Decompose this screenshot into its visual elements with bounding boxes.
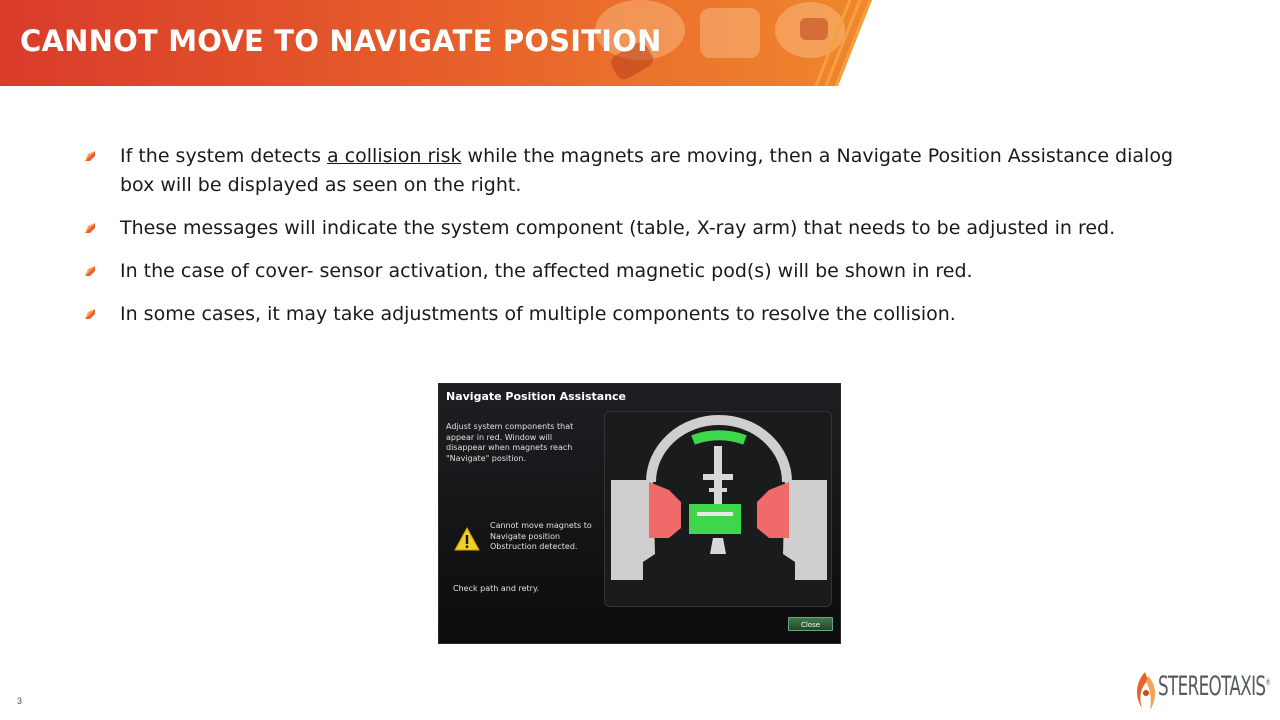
- bullet-item: [84, 257, 1204, 286]
- check-path-text: Check path and retry.: [453, 584, 540, 593]
- bullet-list: [84, 142, 1204, 343]
- bullet-item: [84, 142, 1204, 200]
- collision-risk-link[interactable]: a collision risk: [327, 145, 462, 167]
- bullet-arrow-icon: [84, 308, 96, 320]
- bullet-text: In some cases, it may take adjustments of multiple components to resolve the collision.: [120, 303, 956, 325]
- dialog-title: Navigate Position Assistance: [446, 390, 627, 403]
- system-diagram: [604, 411, 832, 607]
- logo-wordmark: [1158, 671, 1270, 702]
- registered-mark: ®: [1265, 678, 1271, 688]
- warning-message: Cannot move magnets to Navigate position Obstruction detected.: [490, 521, 592, 551]
- bullet-arrow-icon: [84, 222, 96, 234]
- bullet-arrow-icon: [84, 265, 96, 277]
- close-button[interactable]: Close: [788, 617, 833, 631]
- bullet-text: In the case of cover- sensor activation, the affected magnetic pod(s) will be shown in red.: [120, 260, 973, 282]
- bullet-item: [84, 300, 1204, 329]
- navigate-position-dialog: [438, 383, 841, 644]
- bullet-text: These messages will indicate the system component (table, X-ray arm) that needs to be adjusted in red.: [120, 217, 1116, 239]
- warning-icon: [454, 527, 480, 551]
- bullet-text-after: while the magnets are moving, then a Navigate Position Assistance dialog box will be displayed as seen on the right.: [120, 145, 1174, 196]
- bullet-item: [84, 214, 1204, 243]
- bullet-text-before: If the system detects: [120, 145, 328, 167]
- system-diagram-graphic: [605, 412, 833, 608]
- logo-text: STEREOTAXIS: [1158, 671, 1266, 702]
- dialog-instructions: Adjust system components that appear in red. Window will disappear when magnets reach "Navigate" position.: [446, 422, 574, 463]
- bullet-arrow-icon: [84, 150, 96, 162]
- page-number: 3: [17, 696, 23, 706]
- header-banner: [0, 0, 1280, 86]
- slide-title: CANNOT MOVE TO NAVIGATE POSITION: [20, 24, 662, 58]
